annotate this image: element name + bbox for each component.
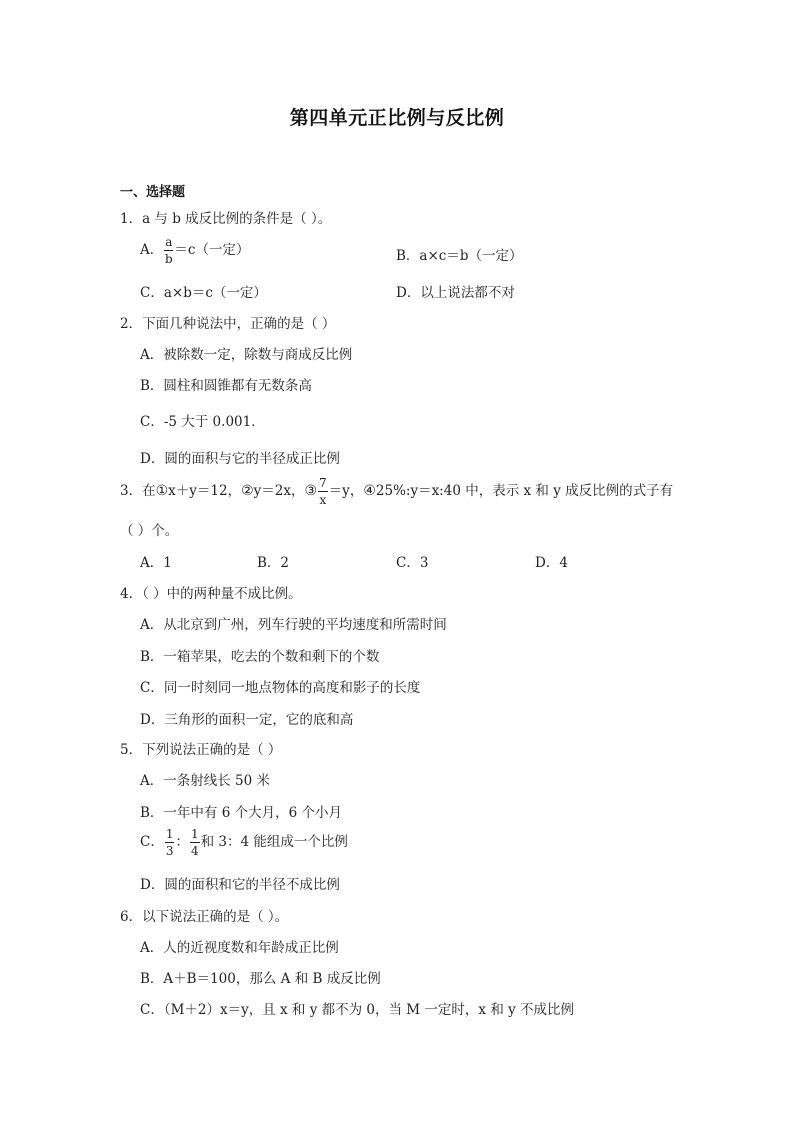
question-1-option-a <box>140 236 249 265</box>
fraction-denominator: 3 <box>165 844 174 858</box>
fraction <box>190 828 200 857</box>
expression-4: 25%:y＝x:40 中，表示 x 和 y 成反比例的式子有 <box>375 483 674 499</box>
question-4-option-c: C．同一时刻同一地点物体的高度和影子的长度 <box>140 680 421 696</box>
question-1-option-b: B．a×c＝b（一定） <box>396 248 523 264</box>
question-6-option-a: A．人的近视度数和年龄成正比例 <box>140 940 339 956</box>
question-5-option-b: B．一年中有 6 个大月，6 个小月 <box>140 805 342 821</box>
option-label: A． <box>140 242 164 258</box>
question-1-option-c: C．a×b＝c（一定） <box>140 285 267 301</box>
circled-number-2: ② <box>241 483 254 499</box>
question-5-stem: 5．下列说法正确的是（ ） <box>120 742 282 758</box>
fraction-numerator: 7 <box>319 476 327 490</box>
question-3-option-b: B．2 <box>257 555 290 571</box>
stem-text: 3．在 <box>120 483 156 499</box>
option-text: 和 3：4 能组成一个比例 <box>200 834 348 850</box>
question-4-option-a: A．从北京到广州，列车行驶的平均速度和所需时间 <box>140 617 447 633</box>
question-3-option-d: D．4 <box>535 555 568 571</box>
expression-2: y＝2x， <box>253 483 305 499</box>
question-1-option-d: D．以上说法都不对 <box>396 285 515 301</box>
question-2-stem: 2．下面几种说法中，正确的是（ ） <box>120 316 336 332</box>
option-text: ＝c（一定） <box>174 242 250 258</box>
question-6-option-c: C．（M＋2）x＝y，且 x 和 y 都不为 0，当 M 一定时，x 和 y 不成比例 <box>140 1002 575 1018</box>
question-3-option-a: A．1 <box>140 555 172 571</box>
expression-1: x＋y＝12， <box>168 483 242 499</box>
question-4-option-b: B．一箱苹果，吃去的个数和剩下的个数 <box>140 649 380 665</box>
question-1-stem: 1．a 与 b 成反比例的条件是（ ）。 <box>120 211 332 227</box>
question-3-option-c: C．3 <box>396 555 429 571</box>
fraction-numerator: 1 <box>190 827 199 841</box>
circled-number-4: ④ <box>363 483 376 499</box>
question-5-option-d: D．圆的面积和它的半径不成比例 <box>140 877 340 893</box>
question-2-option-b: B．圆柱和圆锥都有无数条高 <box>140 378 312 394</box>
fraction-denominator: b <box>164 252 173 266</box>
question-4-option-d: D．三角形的面积一定，它的底和高 <box>140 712 354 728</box>
fraction-numerator: a <box>165 235 173 249</box>
question-5-option-a: A．一条射线长 50 米 <box>140 773 271 789</box>
page-title: 第四单元正比例与反比例 <box>289 107 505 129</box>
option-label: C． <box>140 834 164 850</box>
circled-number-3: ③ <box>304 483 318 499</box>
question-2-option-c: C．-5 大于 0.001． <box>140 414 265 430</box>
question-6-stem: 6．以下说法正确的是（ ）。 <box>120 909 289 925</box>
question-3-stem-continued: （ ）个。 <box>120 523 179 539</box>
fraction-denominator: x <box>319 493 327 507</box>
fraction <box>165 828 175 857</box>
circled-number-1: ① <box>155 483 169 499</box>
fraction-denominator: 4 <box>190 844 199 858</box>
fraction <box>318 477 328 506</box>
fraction <box>164 236 173 265</box>
fraction-numerator: 1 <box>165 827 174 841</box>
question-4-stem: 4．（ ）中的两种量不成比例。 <box>120 586 302 602</box>
section-heading: 一、选择题 <box>120 185 186 200</box>
question-5-option-c <box>140 828 348 857</box>
question-2-option-d: D．圆的面积与它的半径成正比例 <box>140 451 340 467</box>
question-3-stem <box>120 477 673 506</box>
expression-3: ＝y， <box>328 483 364 499</box>
colon: ： <box>175 834 189 850</box>
question-2-option-a: A．被除数一定，除数与商成反比例 <box>140 347 353 363</box>
question-6-option-b: B．A＋B＝100，那么 A 和 B 成反比例 <box>140 971 381 987</box>
